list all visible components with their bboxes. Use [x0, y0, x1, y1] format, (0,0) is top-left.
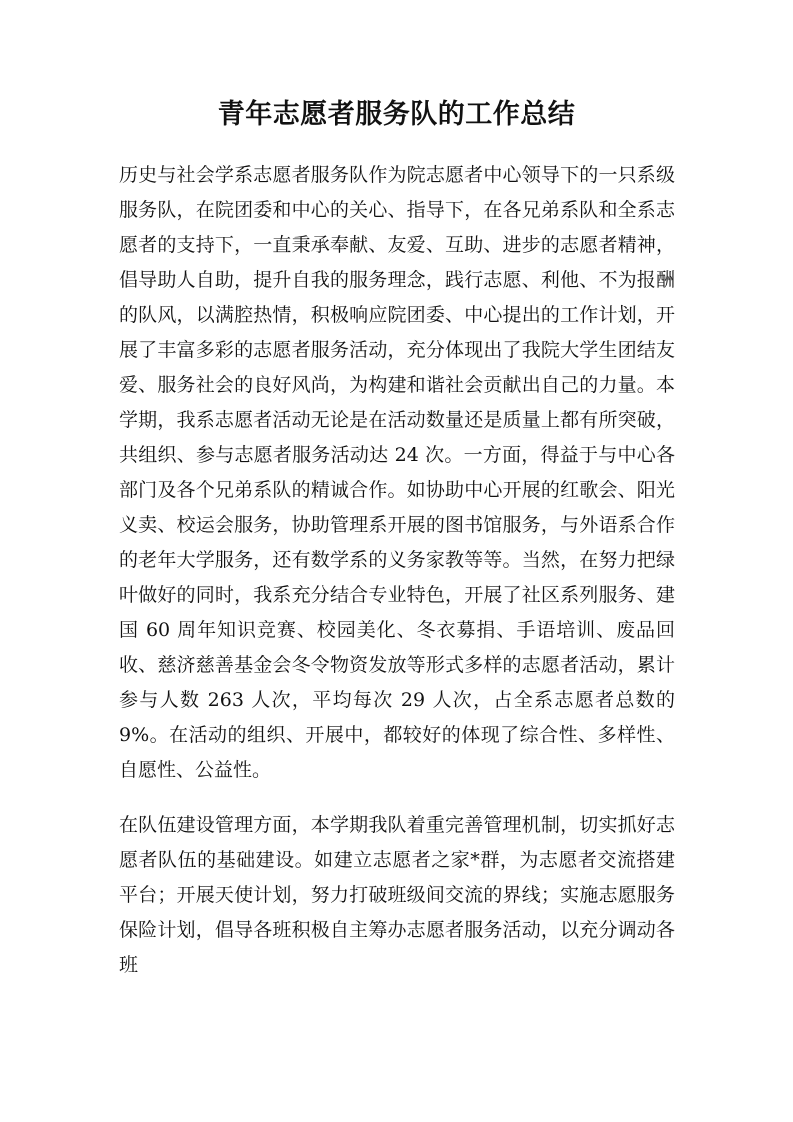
document-body: [119, 158, 675, 983]
paragraph-2: 在队伍建设管理方面，本学期我队着重完善管理机制，切实抓好志愿者队伍的基础建设。如建立志愿者之家*群，为志愿者交流搭建平台；开展天使计划，努力打破班级间交流的界线；实施志愿服务保险计划，倡导各班积极自主筹办志愿者服务活动，以充分调动各班: [119, 814, 675, 976]
paragraph-1: 历史与社会学系志愿者服务队作为院志愿者中心领导下的一只系级服务队，在院团委和中心的关心、指导下，在各兄弟系队和全系志愿者的支持下，一直秉承奉献、友爱、互助、进步的志愿者精神，倡导助人自助，提升自我的服务理念，践行志愿、利他、不为报酬的队风，以满腔热情，积极响应院团委、中心提出的工作计划，开展了丰富多彩的志愿者服务活动，充分体现出了我院大学生团结友爱、服务社会的良好风尚，为构建和谐社会贡献出自己的力量。本学期，我系志愿者活动无论是在活动数量还是质量上都有所突破，共组织、参与志愿者服务活动达 24 次。一方面，得益于与中心各部门及各个兄弟系队的精诚合作。如协助中心开展的红歌会、阳光义卖、校运会服务，协助管理系开展的图书馆服务，与外语系合作的老年大学服务，还有数学系的义务家教等等。当然，在努力把绿叶做好的同时，我系充分结合专业特色，开展了社区系列服务、建国 60 周年知识竞赛、校园美化、冬衣募捐、手语培训、废品回收、慈济慈善基金会冬令物资发放等形式多样的志愿者活动，累计参与人数 263 人次，平均每次 29 人次，占全系志愿者总数的 9%。在活动的组织、开展中，都较好的体现了综合性、多样性、自愿性、公益性。: [119, 164, 675, 781]
page-title: 青年志愿者服务队的工作总结: [217, 99, 576, 130]
